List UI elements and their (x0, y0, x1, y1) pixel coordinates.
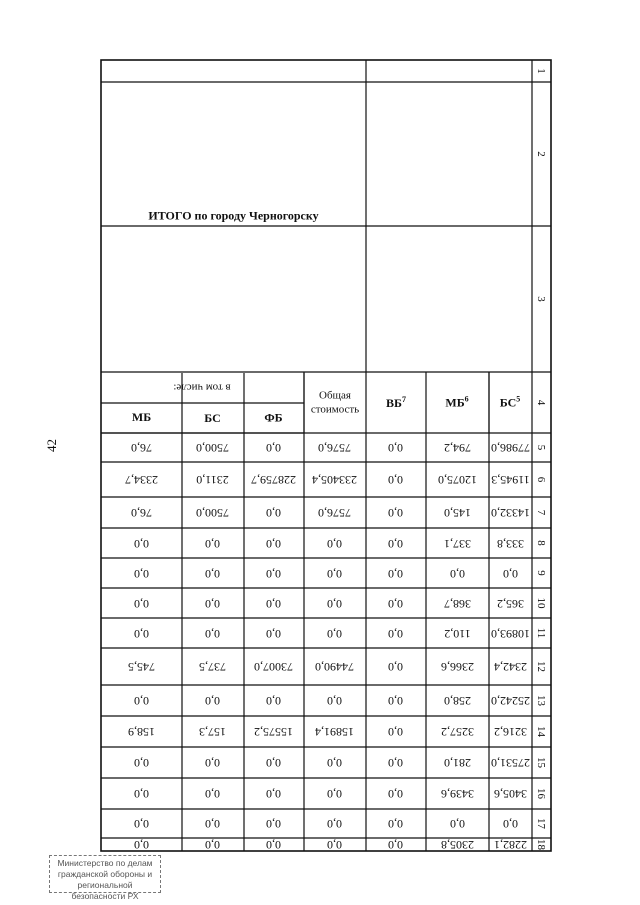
upper-cell-r1-c9 (489, 558, 532, 588)
total-cost-label-text: Общая стоимость (310, 389, 360, 416)
lower-cell-r4-c10 (101, 588, 182, 618)
lower-cell-r3-c18 (182, 838, 244, 851)
column-number-1 (532, 60, 551, 82)
lower-cell-r1-c13-text: 0,0 (327, 694, 343, 708)
lower-cell-r2-c12 (244, 648, 304, 685)
source-label-bottom-3 (101, 403, 182, 433)
upper-cell-r2-c8-text: 337,1 (444, 536, 471, 551)
lower-cell-r2-c8-text: 0,0 (266, 536, 282, 551)
lower-cell-r1-c5 (304, 433, 366, 462)
upper-cell-r1-c12-text: 2342,4 (494, 660, 527, 674)
upper-cell-r1-c5 (489, 433, 532, 462)
upper-cell-r1-c13 (489, 685, 532, 716)
upper-cell-r3-c8 (366, 528, 426, 558)
lower-cell-r1-c12 (304, 648, 366, 685)
lower-cell-r3-c7 (182, 497, 244, 528)
lower-cell-r3-c16-text: 0,0 (205, 787, 221, 801)
lower-cell-r3-c7-text: 7500,0 (196, 506, 230, 520)
lower-cell-r2-c6 (244, 462, 304, 497)
lower-cell-r4-c6 (101, 462, 182, 497)
lower-cell-r3-c13 (182, 685, 244, 716)
upper-cell-r3-c15 (366, 747, 426, 778)
total-cost-label (304, 372, 366, 433)
lower-cell-r4-c13-text: 0,0 (134, 694, 149, 708)
lower-cell-r3-c10-text: 0,0 (205, 596, 221, 611)
upper-cell-r3-c17-text: 0,0 (388, 817, 404, 831)
upper-cell-r1-c8-text: 333,8 (497, 536, 524, 551)
lower-cell-r4-c11-text: 0,0 (134, 626, 149, 641)
column-number-7 (532, 497, 551, 528)
lower-cell-r2-c9-text: 0,0 (266, 566, 282, 581)
lower-cell-r1-c10-text: 0,0 (327, 596, 343, 611)
upper-cell-r3-c11 (366, 618, 426, 648)
upper-cell-r1-c18-text: 2282,1 (494, 838, 527, 852)
lower-cell-r1-c11-text: 0,0 (327, 626, 343, 641)
upper-cell-r2-c14-text: 3257,2 (441, 725, 474, 739)
upper-cell-r1-c7-text: 14332,0 (491, 506, 530, 520)
upper-cell-r2-c12 (426, 648, 489, 685)
lower-cell-r3-c15 (182, 747, 244, 778)
upper-cell-r1-c18 (489, 838, 532, 851)
lower-cell-r4-c7-text: 76,0 (131, 506, 152, 520)
lower-cell-r1-c5-text: 7576,0 (318, 441, 352, 455)
upper-cell-r1-c11 (489, 618, 532, 648)
upper-cell-r3-c14 (366, 716, 426, 747)
source-label-bottom-3-text: МБ (131, 410, 152, 425)
upper-cell-r2-c16 (426, 778, 489, 809)
upper-cell-r2-c14 (426, 716, 489, 747)
lower-cell-r4-c8 (101, 528, 182, 558)
upper-cell-r2-c5-text: 794,2 (444, 441, 471, 455)
page-number: 42 (44, 439, 59, 452)
lower-cell-r4-c17 (101, 809, 182, 838)
upper-cell-r1-c6-text: 11945,3 (491, 473, 530, 487)
upper-cell-r1-c17-text: 0,0 (503, 817, 518, 831)
column-number-16 (532, 778, 551, 809)
column-number-16-text: 16 (535, 788, 548, 799)
lower-cell-r1-c16-text: 0,0 (327, 787, 343, 801)
lower-cell-r4-c15 (101, 747, 182, 778)
lower-cell-r4-c13 (101, 685, 182, 716)
upper-cell-r2-c6 (426, 462, 489, 497)
lower-cell-r3-c5-text: 7500,0 (196, 441, 230, 455)
upper-cell-r3-c13 (366, 685, 426, 716)
lower-cell-r3-c13-text: 0,0 (205, 694, 221, 708)
lower-cell-r2-c10 (244, 588, 304, 618)
column-number-8 (532, 528, 551, 558)
lower-cell-r2-c12-text: 73007,0 (254, 660, 294, 674)
total-label (101, 60, 366, 372)
upper-cell-r3-c16 (366, 778, 426, 809)
column-number-1-text: 1 (535, 68, 548, 74)
column-number-15-text: 15 (535, 757, 548, 768)
upper-cell-r3-c13-text: 0,0 (388, 694, 404, 708)
lower-cell-r2-c5 (244, 433, 304, 462)
upper-cell-r2-c12-text: 2366,6 (441, 660, 474, 674)
upper-cell-r3-c10 (366, 588, 426, 618)
lower-cell-r3-c12 (182, 648, 244, 685)
lower-cell-r4-c15-text: 0,0 (134, 756, 149, 770)
lower-cell-r4-c18-text: 0,0 (134, 838, 149, 852)
source-label-top-1 (489, 372, 532, 433)
column-number-7-text: 7 (535, 509, 548, 516)
lower-cell-r2-c5-text: 0,0 (266, 441, 282, 455)
source-label-top-1-text: $БС^5$ (500, 394, 521, 410)
lower-cell-r2-c7-text: 0,0 (266, 506, 282, 520)
lower-cell-r1-c17 (304, 809, 366, 838)
upper-cell-r3-c15-text: 0,0 (388, 756, 404, 770)
column-number-3 (532, 226, 551, 372)
lower-cell-r2-c14-text: 15575,2 (254, 725, 294, 739)
lower-cell-r3-c12-text: 737,5 (199, 660, 227, 674)
lower-cell-r3-c6 (182, 462, 244, 497)
column-number-17 (532, 809, 551, 838)
upper-cell-r2-c10 (426, 588, 489, 618)
lower-cell-r4-c10-text: 0,0 (134, 596, 149, 611)
upper-cell-r3-c12-text: 0,0 (388, 660, 404, 674)
including-label (101, 372, 304, 403)
column-number-5 (532, 433, 551, 462)
lower-cell-r1-c16 (304, 778, 366, 809)
lower-cell-r3-c17-text: 0,0 (205, 817, 221, 831)
stamp-line-1: Министерство по делам (57, 858, 153, 868)
lower-cell-r3-c18-text: 0,0 (205, 838, 221, 852)
lower-cell-r2-c17-text: 0,0 (266, 817, 282, 831)
including-label-text: в том числе: (173, 381, 232, 394)
lower-cell-r4-c9-text: 0,0 (134, 566, 149, 581)
column-number-4-text: 4 (535, 399, 548, 406)
stamp-line-2: гражданской обороны и региональной (57, 869, 153, 890)
source-footnote-mark: 5 (516, 394, 521, 404)
lower-cell-r1-c17-text: 0,0 (327, 817, 343, 831)
upper-cell-r3-c9 (366, 558, 426, 588)
lower-cell-r2-c15 (244, 747, 304, 778)
upper-cell-r3-c14-text: 0,0 (388, 725, 404, 739)
lower-cell-r4-c14-text: 158,9 (128, 725, 155, 739)
lower-cell-r3-c8-text: 0,0 (205, 536, 221, 551)
column-number-10 (532, 588, 551, 618)
upper-cell-r1-c8 (489, 528, 532, 558)
upper-cell-r2-c13 (426, 685, 489, 716)
column-number-11 (532, 618, 551, 648)
lower-cell-r1-c6 (304, 462, 366, 497)
lower-cell-r3-c11-text: 0,0 (205, 626, 221, 641)
upper-cell-r2-c11 (426, 618, 489, 648)
source-label-top-2-text: $МБ^6$ (445, 394, 470, 410)
lower-cell-r2-c6-text: 228759,7 (251, 473, 297, 487)
lower-cell-r3-c17 (182, 809, 244, 838)
upper-cell-r1-c14 (489, 716, 532, 747)
stamp-line-3: безопасности РХ (71, 891, 139, 901)
upper-cell-r3-c5-text: 0,0 (388, 441, 404, 455)
lower-cell-r1-c9 (304, 558, 366, 588)
upper-cell-r3-c8-text: 0,0 (388, 536, 404, 551)
lower-cell-r1-c10 (304, 588, 366, 618)
column-number-12-text: 12 (535, 661, 548, 672)
budget-table (101, 60, 551, 851)
column-number-10-text: 10 (535, 597, 548, 609)
column-number-15 (532, 747, 551, 778)
upper-cell-r1-c14-text: 3216,2 (494, 725, 527, 739)
column-number-12 (532, 648, 551, 685)
upper-cell-r3-c12 (366, 648, 426, 685)
lower-cell-r4-c17-text: 0,0 (134, 817, 149, 831)
column-number-6 (532, 462, 551, 497)
upper-cell-r2-c5 (426, 433, 489, 462)
upper-cell-r2-c11-text: 110,2 (444, 626, 471, 641)
lower-cell-r1-c15-text: 0,0 (327, 756, 343, 770)
lower-cell-r2-c13 (244, 685, 304, 716)
lower-cell-r1-c14-text: 15891,4 (315, 725, 355, 739)
upper-cell-r1-c10-text: 365,2 (497, 596, 524, 611)
upper-cell-r3-c17 (366, 809, 426, 838)
upper-cell-r1-c15 (489, 747, 532, 778)
upper-cell-r2-c7 (426, 497, 489, 528)
source-footnote-mark: 7 (401, 394, 406, 404)
source-label-top-2 (426, 372, 489, 433)
lower-cell-r4-c18 (101, 838, 182, 851)
lower-cell-r1-c13 (304, 685, 366, 716)
upper-cell-r2-c16-text: 3439,6 (441, 787, 474, 801)
lower-cell-r3-c10 (182, 588, 244, 618)
lower-cell-r4-c6-text: 2334,7 (125, 473, 158, 487)
lower-cell-r2-c10-text: 0,0 (266, 596, 282, 611)
source-label-top-3-text: $ВБ^7$ (386, 394, 406, 410)
upper-cell-r3-c10-text: 0,0 (388, 596, 404, 611)
upper-cell-r2-c18-text: 2305,8 (441, 838, 474, 852)
lower-cell-r1-c9-text: 0,0 (327, 566, 343, 581)
column-number-9 (532, 558, 551, 588)
column-number-3-text: 3 (535, 296, 548, 302)
lower-cell-r2-c16-text: 0,0 (266, 787, 282, 801)
lower-cell-r3-c14 (182, 716, 244, 747)
lower-cell-r4-c11 (101, 618, 182, 648)
column-number-11-text: 11 (535, 627, 548, 639)
source-label-bottom-2 (182, 403, 244, 433)
lower-cell-r1-c18-text: 0,0 (327, 838, 343, 852)
lower-cell-r2-c18 (244, 838, 304, 851)
lower-cell-r2-c17 (244, 809, 304, 838)
upper-cell-r1-c13-text: 25242,0 (491, 694, 530, 708)
lower-cell-r1-c6-text: 233405,4 (312, 473, 358, 487)
upper-cell-r3-c6 (366, 462, 426, 497)
column-number-13-text: 13 (535, 695, 548, 706)
upper-cell-r2-c7-text: 145,0 (444, 506, 471, 520)
source-label-bottom-1-text: ФБ (264, 410, 284, 425)
upper-cell-r3-c9-text: 0,0 (388, 566, 404, 581)
lower-cell-r2-c16 (244, 778, 304, 809)
lower-cell-r1-c8-text: 0,0 (327, 536, 343, 551)
column-number-18-text: 18 (535, 839, 548, 850)
lower-cell-r3-c11 (182, 618, 244, 648)
column-number-2-text: 2 (535, 151, 548, 157)
upper-cell-r1-c6 (489, 462, 532, 497)
upper-cell-r2-c18 (426, 838, 489, 851)
lower-cell-r2-c11 (244, 618, 304, 648)
upper-cell-r3-c16-text: 0,0 (388, 787, 404, 801)
upper-cell-r1-c10 (489, 588, 532, 618)
column-number-13 (532, 685, 551, 716)
column-number-4 (532, 372, 551, 433)
upper-cell-r2-c15 (426, 747, 489, 778)
lower-cell-r1-c14 (304, 716, 366, 747)
upper-cell-r3-c5 (366, 433, 426, 462)
upper-cell-r3-c6-text: 0,0 (388, 473, 404, 487)
lower-cell-r3-c9-text: 0,0 (205, 566, 221, 581)
lower-cell-r3-c9 (182, 558, 244, 588)
lower-cell-r2-c7 (244, 497, 304, 528)
lower-cell-r2-c14 (244, 716, 304, 747)
upper-cell-r3-c7 (366, 497, 426, 528)
upper-cell-r1-c16 (489, 778, 532, 809)
column-number-5-text: 5 (535, 444, 548, 451)
archive-stamp (49, 855, 161, 901)
column-number-14-text: 14 (535, 726, 548, 737)
column-number-17-text: 17 (535, 818, 548, 829)
lower-cell-r2-c15-text: 0,0 (266, 756, 282, 770)
source-label-bottom-1 (244, 403, 304, 433)
upper-cell-r1-c17 (489, 809, 532, 838)
column-number-6-text: 6 (535, 476, 548, 483)
upper-cell-r1-c5-text: 77986,0 (491, 441, 530, 455)
lower-cell-r1-c7-text: 7576,0 (318, 506, 352, 520)
upper-cell-r2-c6-text: 12075,0 (438, 473, 477, 487)
lower-cell-r2-c13-text: 0,0 (266, 694, 282, 708)
lower-cell-r4-c12-text: 745,5 (128, 660, 155, 674)
source-label-bottom-2-text: БС (204, 410, 222, 425)
lower-cell-r3-c5 (182, 433, 244, 462)
source-footnote-mark: 6 (465, 394, 470, 404)
upper-cell-r3-c18-text: 0,0 (388, 838, 404, 852)
lower-cell-r3-c8 (182, 528, 244, 558)
lower-cell-r2-c8 (244, 528, 304, 558)
lower-cell-r3-c15-text: 0,0 (205, 756, 221, 770)
total-label-text: ИТОГО по городу Черногорску (148, 208, 319, 223)
column-number-9-text: 9 (535, 570, 548, 576)
lower-cell-r1-c11 (304, 618, 366, 648)
upper-cell-r1-c15-text: 27531,0 (491, 756, 530, 770)
upper-cell-r3-c11-text: 0,0 (388, 626, 404, 641)
lower-cell-r3-c16 (182, 778, 244, 809)
upper-cell-r3-c7-text: 0,0 (388, 506, 404, 520)
lower-cell-r1-c15 (304, 747, 366, 778)
column-number-14 (532, 716, 551, 747)
lower-cell-r2-c11-text: 0,0 (266, 626, 282, 641)
upper-cell-r1-c9-text: 0,0 (503, 566, 518, 581)
lower-cell-r4-c14 (101, 716, 182, 747)
lower-cell-r3-c14-text: 157,3 (199, 725, 227, 739)
upper-cell-r2-c17 (426, 809, 489, 838)
lower-cell-r2-c9 (244, 558, 304, 588)
upper-cell-r1-c16-text: 3405,6 (494, 787, 527, 801)
upper-cell-r2-c13-text: 258,0 (444, 694, 471, 708)
upper-cell-r1-c11-text: 10893,0 (491, 626, 530, 641)
upper-cell-r2-c8 (426, 528, 489, 558)
lower-cell-r1-c18 (304, 838, 366, 851)
upper-cell-r3-c18 (366, 838, 426, 851)
lower-cell-r4-c8-text: 0,0 (134, 536, 149, 551)
lower-cell-r2-c18-text: 0,0 (266, 838, 282, 852)
source-label-top-3 (366, 372, 426, 433)
lower-cell-r4-c16 (101, 778, 182, 809)
upper-cell-r1-c12 (489, 648, 532, 685)
column-number-2 (532, 82, 551, 226)
lower-cell-r1-c7 (304, 497, 366, 528)
upper-cell-r2-c15-text: 281,0 (444, 756, 471, 770)
lower-cell-r4-c5 (101, 433, 182, 462)
lower-cell-r4-c5-text: 76,0 (131, 441, 152, 455)
column-number-18 (532, 838, 551, 851)
upper-cell-r2-c9 (426, 558, 489, 588)
lower-cell-r1-c12-text: 74490,0 (315, 660, 355, 674)
lower-cell-r4-c16-text: 0,0 (134, 787, 149, 801)
lower-cell-r4-c7 (101, 497, 182, 528)
lower-cell-r1-c8 (304, 528, 366, 558)
upper-cell-r2-c10-text: 368,7 (444, 596, 471, 611)
upper-cell-r2-c9-text: 0,0 (450, 566, 465, 581)
upper-cell-r2-c17-text: 0,0 (450, 817, 465, 831)
lower-cell-r4-c9 (101, 558, 182, 588)
upper-cell-r1-c7 (489, 497, 532, 528)
lower-cell-r4-c12 (101, 648, 182, 685)
column-number-8-text: 8 (535, 540, 548, 546)
lower-cell-r3-c6-text: 2311,0 (196, 473, 230, 487)
